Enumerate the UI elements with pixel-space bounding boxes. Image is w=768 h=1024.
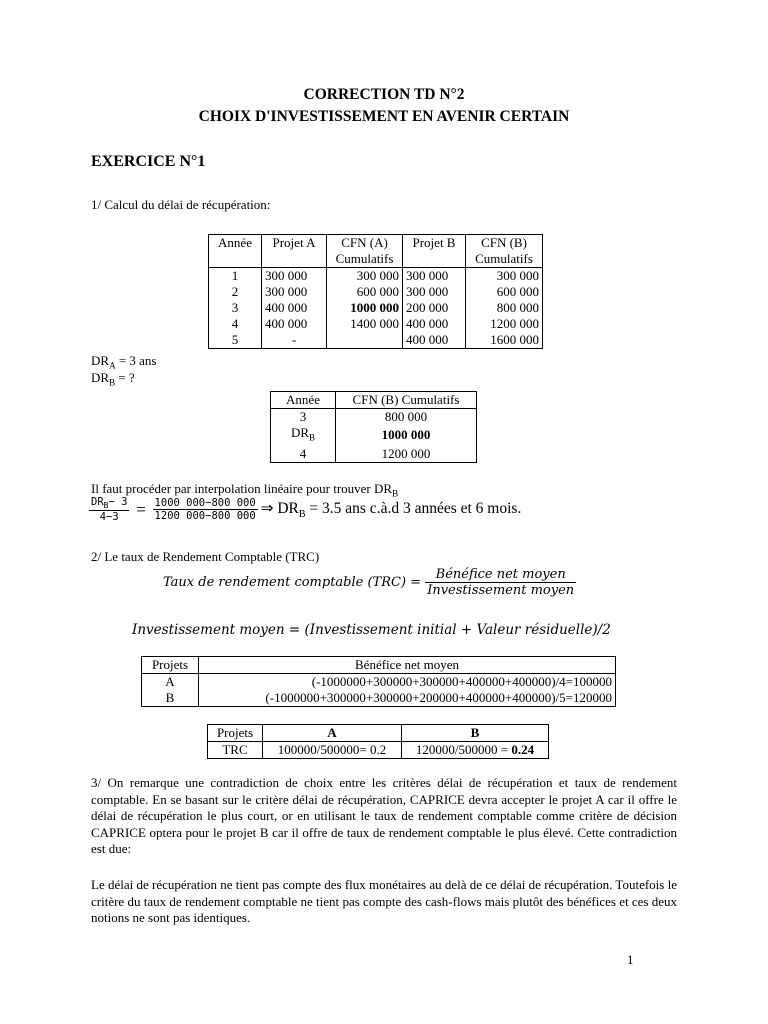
drb-subscript: B [109,377,116,388]
rhs-fraction [153,497,258,522]
drb-value: = ? [115,370,135,385]
trc-denominator: Investissement moyen [427,583,575,598]
drb-label: DR [91,370,110,385]
table-cell: (-1000000+300000+300000+400000+400000)/4=100000 [199,674,616,691]
th-projets: Projets [142,657,199,674]
table-cell: 400 000 [262,316,327,332]
trc-a-value: 100000/500000= 0.2 [263,742,402,759]
lhs-denominator: 4−3 [99,511,119,524]
q3-paragraph-1: 3/ On remarque une contradiction de choix entre les critères délai de récupération et taux de rendement comptable. En se basant sur le critère délai de récupération, CAPRICE devra accepter le projet A car il offre le délai de récupération le plus court, or en utilisant le taux de rendement comptable comme critère de décision CAPRICE optera pour le projet B car il offre de taux de rendement comptable le plus élevé. Cette contradiction est due: [91,775,677,856]
table-cell: 4 [271,446,336,463]
table-cell: 3 [271,409,336,426]
table-cell: 1400 000 [327,316,403,332]
equals-sign: = [136,499,146,519]
table-cell: 800 000 [336,409,477,426]
table-cell: - [262,332,327,349]
th-cfn-b-cumulatifs: CFN (B) Cumulatifs [336,392,477,409]
trc-fraction [425,567,576,598]
title-line-2: CHOIX D'INVESTISSEMENT EN AVENIR CERTAIN [198,108,570,125]
title-line-1: CORRECTION TD N°2 [303,86,465,103]
th-sub-cumulatifs-b: Cumulatifs [466,251,543,268]
interpolation-formula [89,496,521,523]
table-cell: 3 [209,300,262,316]
lhs-numerator: DR [91,496,104,508]
table-cell: 600 000 [466,284,543,300]
interpolation-table [270,391,477,463]
table-cell: 200 000 [403,300,466,316]
table-cell: B [142,690,199,707]
th-projets: Projets [208,725,263,742]
table-cell-highlight: 1000 000 [336,425,477,446]
dra-value: = 3 ans [115,353,157,368]
trc-numerator: Bénéfice net moyen [425,567,576,583]
trc-b-value [402,742,549,759]
table-cell: 400 000 [403,332,466,349]
table-cell: 1200 000 [336,446,477,463]
result-label: ⇒ DR [260,500,299,517]
interpolation-sentence: Il faut procéder par interpolation linéaire pour trouver DR [91,481,393,496]
table-cell: 2 [209,284,262,300]
formula-result [260,500,522,521]
table-cell: 300 000 [262,284,327,300]
profit-table [141,656,616,707]
result-subscript: B [298,509,306,521]
table-cell: 300 000 [327,268,403,285]
trc-b-result: 0.24 [511,742,535,757]
table-cell: 600 000 [327,284,403,300]
table-cell: 300 000 [466,268,543,285]
dra-subscript: A [109,360,116,371]
table-cell [271,425,336,446]
drb-line [91,370,135,391]
trc-formula [163,567,576,598]
table-cell: 400 000 [262,300,327,316]
th-annee: Année [209,235,262,252]
th-cfn-a: CFN (A) [327,235,403,252]
lhs-numerator-sub: B [103,501,109,511]
trc-table [207,724,549,759]
table-cell: 4 [209,316,262,332]
trc-lhs: Taux de rendement comptable (TRC) = [163,575,422,590]
table-cell: 300 000 [262,268,327,285]
q1-heading: 1/ Calcul du délai de récupération: [91,197,271,212]
lhs-numerator-rest: − 3 [108,496,128,508]
table-cell: 1 [209,268,262,285]
th-a: A [263,725,402,742]
table-cell-highlight: 1000 000 [327,300,403,316]
trc-row-label: TRC [208,742,263,759]
avg-investment-formula: Investissement moyen = (Investissement initial + Valeur résiduelle)/2 [132,622,611,638]
table-cell: 300 000 [403,268,466,285]
th-sub [209,251,262,268]
trc-b-expression: 120000/500000 = [415,742,512,757]
table-cell: 300 000 [403,284,466,300]
table-cell: 1200 000 [466,316,543,332]
table-cell [327,332,403,349]
table-cell: (-1000000+300000+300000+200000+400000+400000)/5=120000 [199,690,616,707]
th-sub-cumulatifs-a: Cumulatifs [327,251,403,268]
th-projet-a: Projet A [262,235,327,252]
rhs-numerator: 1000 000−800 000 [154,497,256,510]
table-cell: 5 [209,332,262,349]
th-b: B [402,725,549,742]
drb-label: DR [290,425,310,440]
th-sub [262,251,327,268]
lhs-fraction [89,496,129,523]
table-cell: A [142,674,199,691]
payback-table [208,234,543,349]
table-cell: 1600 000 [466,332,543,349]
dra-label: DR [91,353,110,368]
th-projet-b: Projet B [403,235,466,252]
q3-paragraph-2: Le délai de récupération ne tient pas compte des flux monétaires au delà de ce délai de récupération. Toutefois le critère du taux de rendement comptable ne tient pas compte des cash-flows mais plutôt des bénéfices et ces deux notions ne sont pas identiques. [91,877,677,925]
result-value: = 3.5 ans c.à.d 3 années et 6 mois. [305,500,522,517]
table-cell: 400 000 [403,316,466,332]
th-sub [403,251,466,268]
table-cell: 800 000 [466,300,543,316]
th-cfn-b: CFN (B) [466,235,543,252]
th-annee: Année [271,392,336,409]
page-number: 1 [627,952,634,967]
interpolation-subscript: B [392,488,399,499]
drb-subscript: B [309,432,316,443]
exercise-heading: EXERCICE N°1 [91,153,206,170]
q2-heading: 2/ Le taux de Rendement Comptable (TRC) [91,549,320,564]
th-benefice: Bénéfice net moyen [199,657,616,674]
rhs-denominator: 1200 000−800 000 [154,510,256,523]
